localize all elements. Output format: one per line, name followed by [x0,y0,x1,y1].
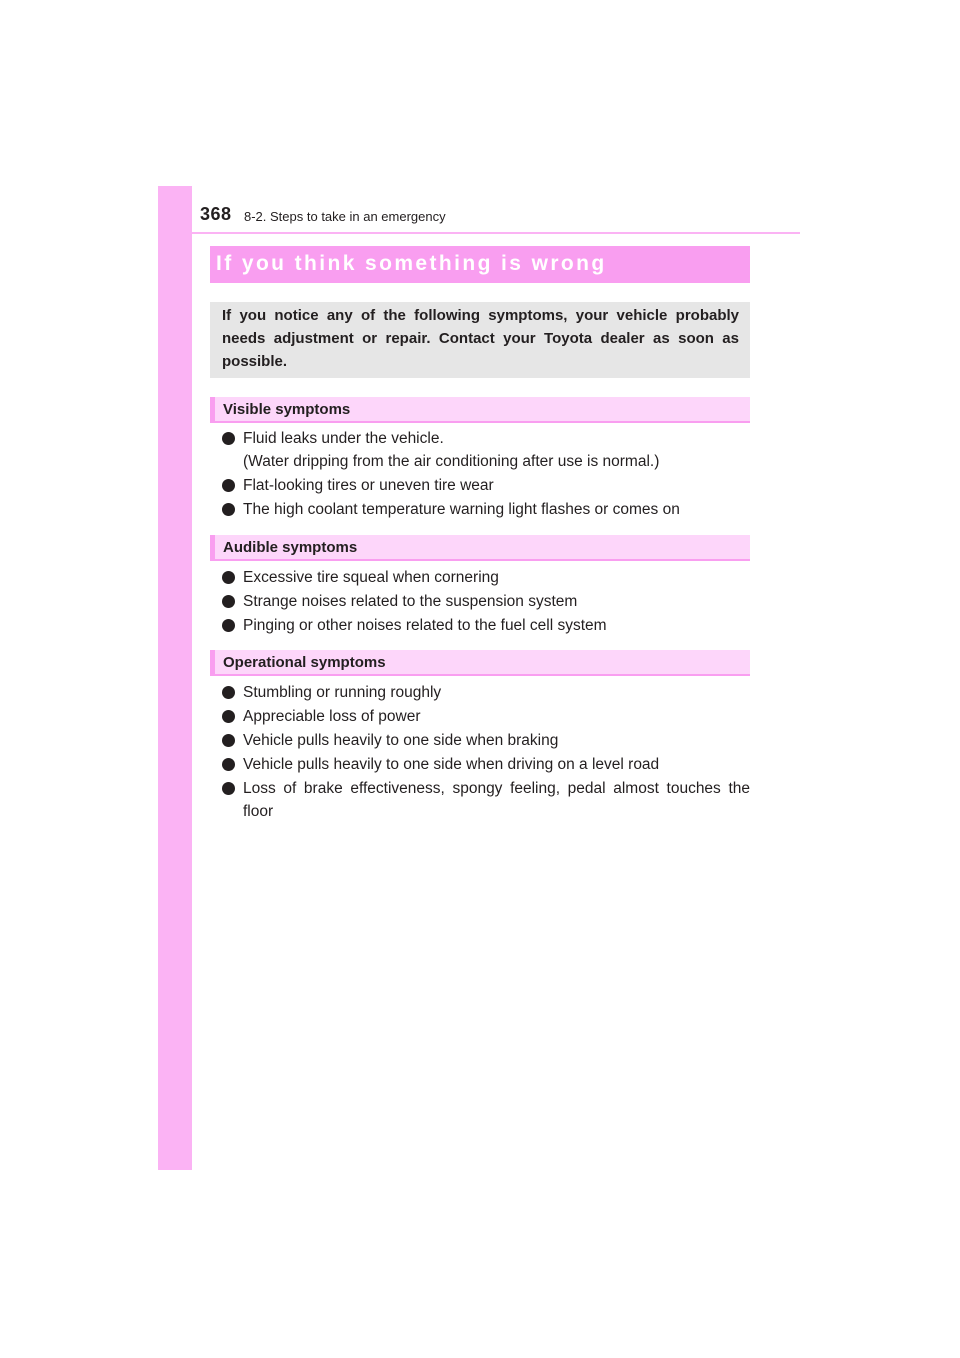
bullet-icon [222,571,235,584]
header-rule [192,232,800,234]
list-item-text: Strange noises related to the suspension system [243,593,578,610]
list-item [222,681,750,704]
list-item [222,474,750,497]
heading-accent-bar [210,535,215,561]
section-reference: 8-2. Steps to take in an emergency [244,209,446,224]
list-item [222,566,750,589]
list-item [222,777,750,823]
side-color-strip [158,186,192,1170]
audible-symptoms-list [222,566,750,638]
visible-symptoms-heading [210,397,750,423]
bullet-icon [222,710,235,723]
bullet-icon [222,503,235,516]
list-item-text: Pinging or other noises related to the fuel cell system [243,617,607,634]
heading-label: Operational symptoms [223,654,386,671]
list-item [222,590,750,613]
bullet-icon [222,595,235,608]
list-item-text: Excessive tire squeal when cornering [243,569,499,586]
heading-label: Visible symptoms [223,401,351,418]
list-item-text: The high coolant temperature warning light flashes or comes on [243,501,680,518]
list-item [222,705,750,728]
list-item-text: Vehicle pulls heavily to one side when driving on a level road [243,756,660,773]
list-item [222,427,750,473]
list-item-text: Appreciable loss of power [243,708,421,725]
list-item-text: Stumbling or running roughly [243,684,442,701]
operational-symptoms-list [222,681,750,824]
heading-accent-bar [210,650,215,676]
list-item-text: Loss of brake effectiveness, spongy feeling, pedal almost touches the floor [243,780,750,820]
bullet-icon [222,782,235,795]
page-number: 368 [200,204,232,224]
list-item [222,614,750,637]
list-item [222,753,750,776]
page-title: If you think something is wrong [216,252,607,275]
bullet-icon [222,758,235,771]
heading-label: Audible symptoms [223,539,358,556]
bullet-icon [222,619,235,632]
list-item-text: Flat-looking tires or uneven tire wear [243,477,494,494]
visible-symptoms-list [222,427,750,522]
list-item-text: Vehicle pulls heavily to one side when braking [243,732,559,749]
intro-text: If you notice any of the following symptoms, your vehicle probably needs adjustment or repair. Contact your Toyota dealer as soon as possible. [222,307,739,370]
list-item-text: Fluid leaks under the vehicle. [243,430,444,447]
bullet-icon [222,734,235,747]
bullet-icon [222,686,235,699]
heading-accent-bar [210,397,215,423]
list-item [222,729,750,752]
list-item-note: (Water dripping from the air conditioning after use is normal.) [243,453,660,470]
bullet-icon [222,479,235,492]
operational-symptoms-heading [210,650,750,676]
bullet-icon [222,432,235,445]
audible-symptoms-heading [210,535,750,561]
list-item [222,498,750,521]
